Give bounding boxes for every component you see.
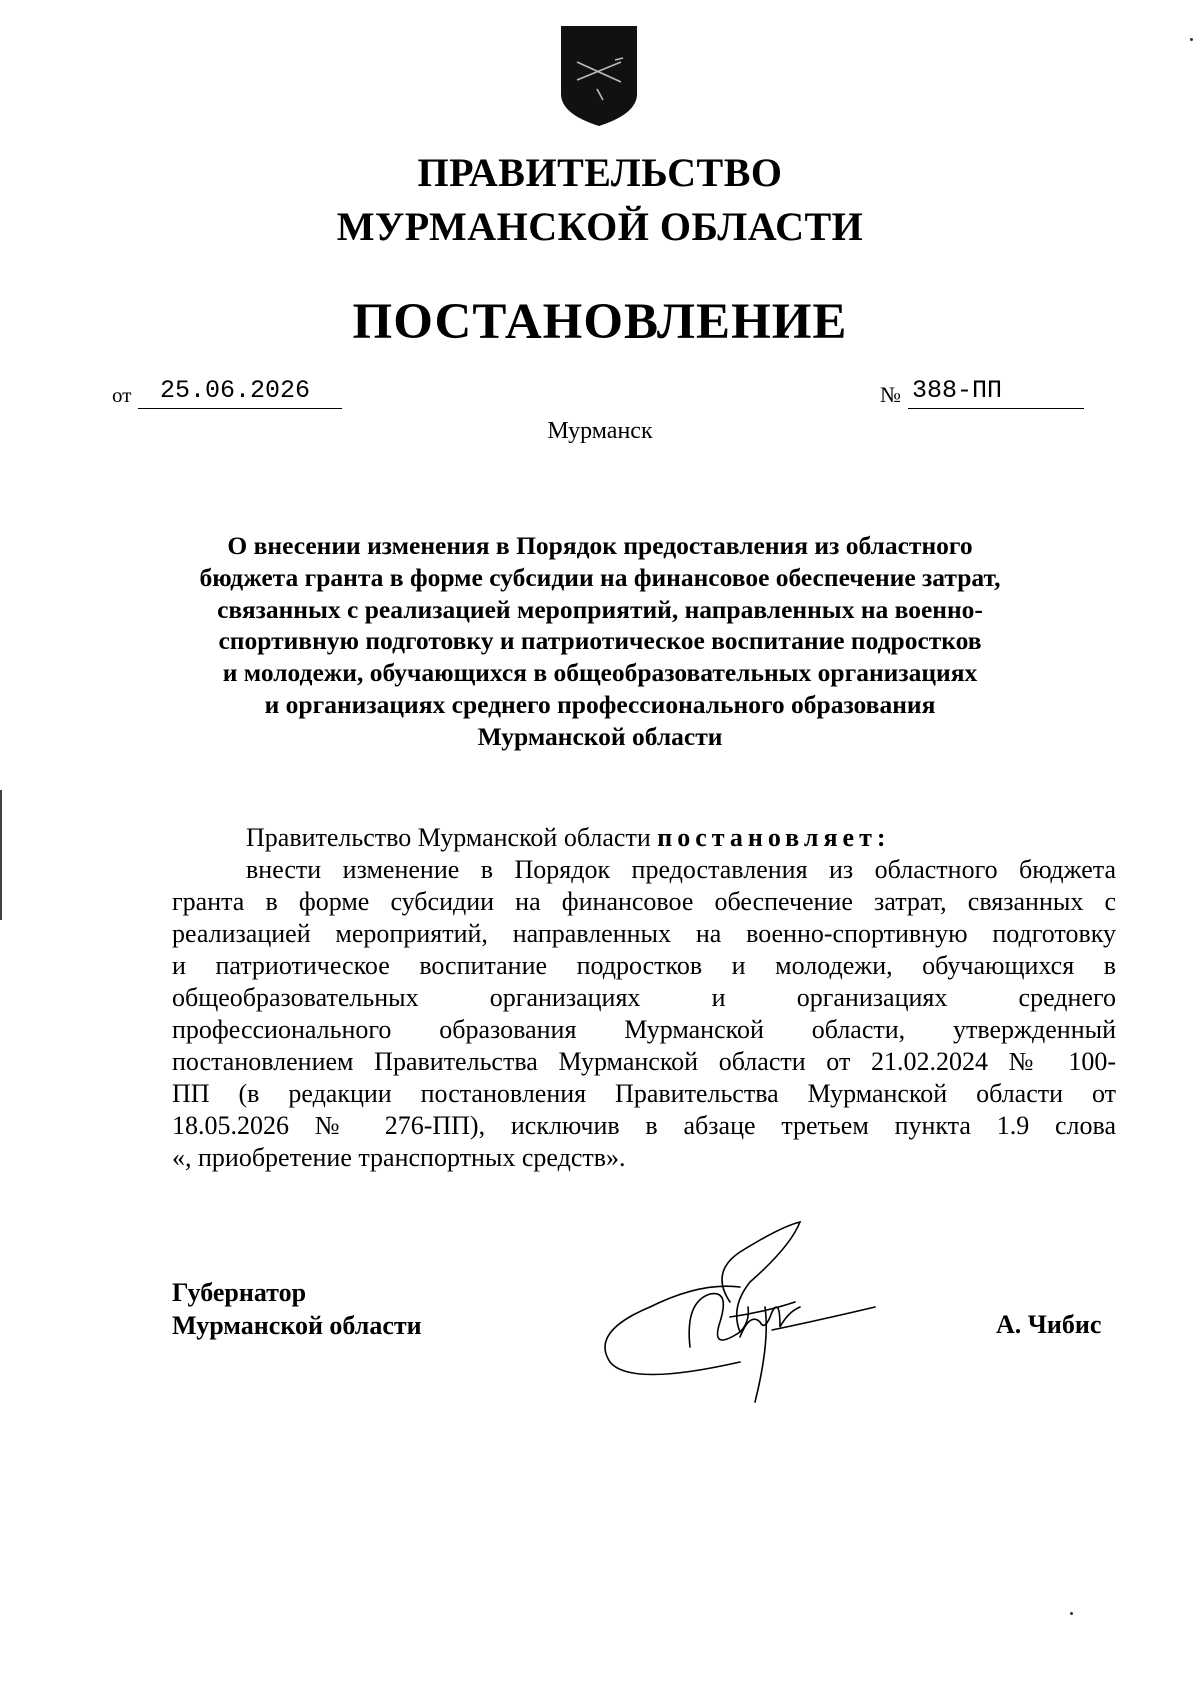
- title-line: и организациях среднего профессионального образования: [264, 689, 936, 719]
- position-line1: Губернатор: [172, 1278, 307, 1307]
- body-line: постановлением Правительства Мурманской области от 21.02.2024 № 100-: [172, 1047, 1116, 1076]
- body-line: 18.05.2026 № 276-ПП), исключив в абзаце третьем пункта 1.9 слова: [172, 1111, 1116, 1140]
- intro-text: Правительство Мурманской области: [246, 823, 651, 852]
- title-line: спортивную подготовку и патриотическое воспитание подростков: [218, 626, 982, 656]
- organization-name-line1: ПРАВИТЕЛЬСТВО: [417, 150, 783, 195]
- body-line: реализацией мероприятий, направленных на военно-спортивную подготовку: [172, 919, 1116, 948]
- body-line: профессионального образования Мурманской области, утвержденный: [172, 1015, 1116, 1044]
- body-line: общеобразовательных организациях и организациях среднего: [172, 983, 1116, 1012]
- resolution-body: [172, 822, 1116, 1174]
- signatory-position: [172, 1276, 422, 1342]
- body-line: ПП (в редакции постановления Правительства Мурманской области от: [172, 1079, 1116, 1108]
- title-line: О внесении изменения в Порядок предоставления из областного: [227, 531, 973, 560]
- organization-name-line2: МУРМАНСКОЙ ОБЛАСТИ: [336, 204, 864, 249]
- number-prefix: №: [880, 382, 901, 407]
- title-line: Мурманской области: [477, 721, 723, 751]
- document-title: [150, 530, 1050, 753]
- scan-margin-mark: [0, 790, 2, 920]
- body-line: гранта в форме субсидии на финансовое обеспечение затрат, связанных с: [172, 887, 1116, 916]
- intro-line: [172, 822, 1116, 854]
- title-line: и молодежи, обучающихся в общеобразовательных организациях: [222, 658, 978, 688]
- position-line2: Мурманской области: [172, 1311, 422, 1340]
- coat-of-arms-emblem: [557, 22, 641, 128]
- document-number: 388-ПП: [912, 376, 1003, 405]
- body-line: и патриотическое воспитание подростков и молодежи, обучающихся в: [172, 951, 1116, 980]
- scan-speck: [1190, 38, 1193, 41]
- signatory-name: А. Чибис: [996, 1310, 1102, 1339]
- date-prefix: от: [112, 383, 132, 407]
- body-line: внести изменение в Порядок предоставления из областного бюджета: [246, 855, 1116, 884]
- intro-verb: постановляет: [657, 823, 877, 852]
- city-name: Мурманск: [547, 418, 653, 444]
- handwritten-signature: [590, 1212, 890, 1412]
- scan-speck: [1070, 1612, 1073, 1615]
- title-line: бюджета гранта в форме субсидии на финансовое обеспечение затрат,: [199, 562, 1001, 592]
- intro-colon: :: [876, 823, 891, 852]
- document-type-heading: ПОСТАНОВЛЕНИЕ: [352, 294, 848, 350]
- document-date: 25.06.2026: [160, 376, 311, 405]
- body-line: «, приобретение транспортных средств».: [172, 1143, 626, 1172]
- title-line: связанных с реализацией мероприятий, направленных на военно-: [217, 594, 983, 624]
